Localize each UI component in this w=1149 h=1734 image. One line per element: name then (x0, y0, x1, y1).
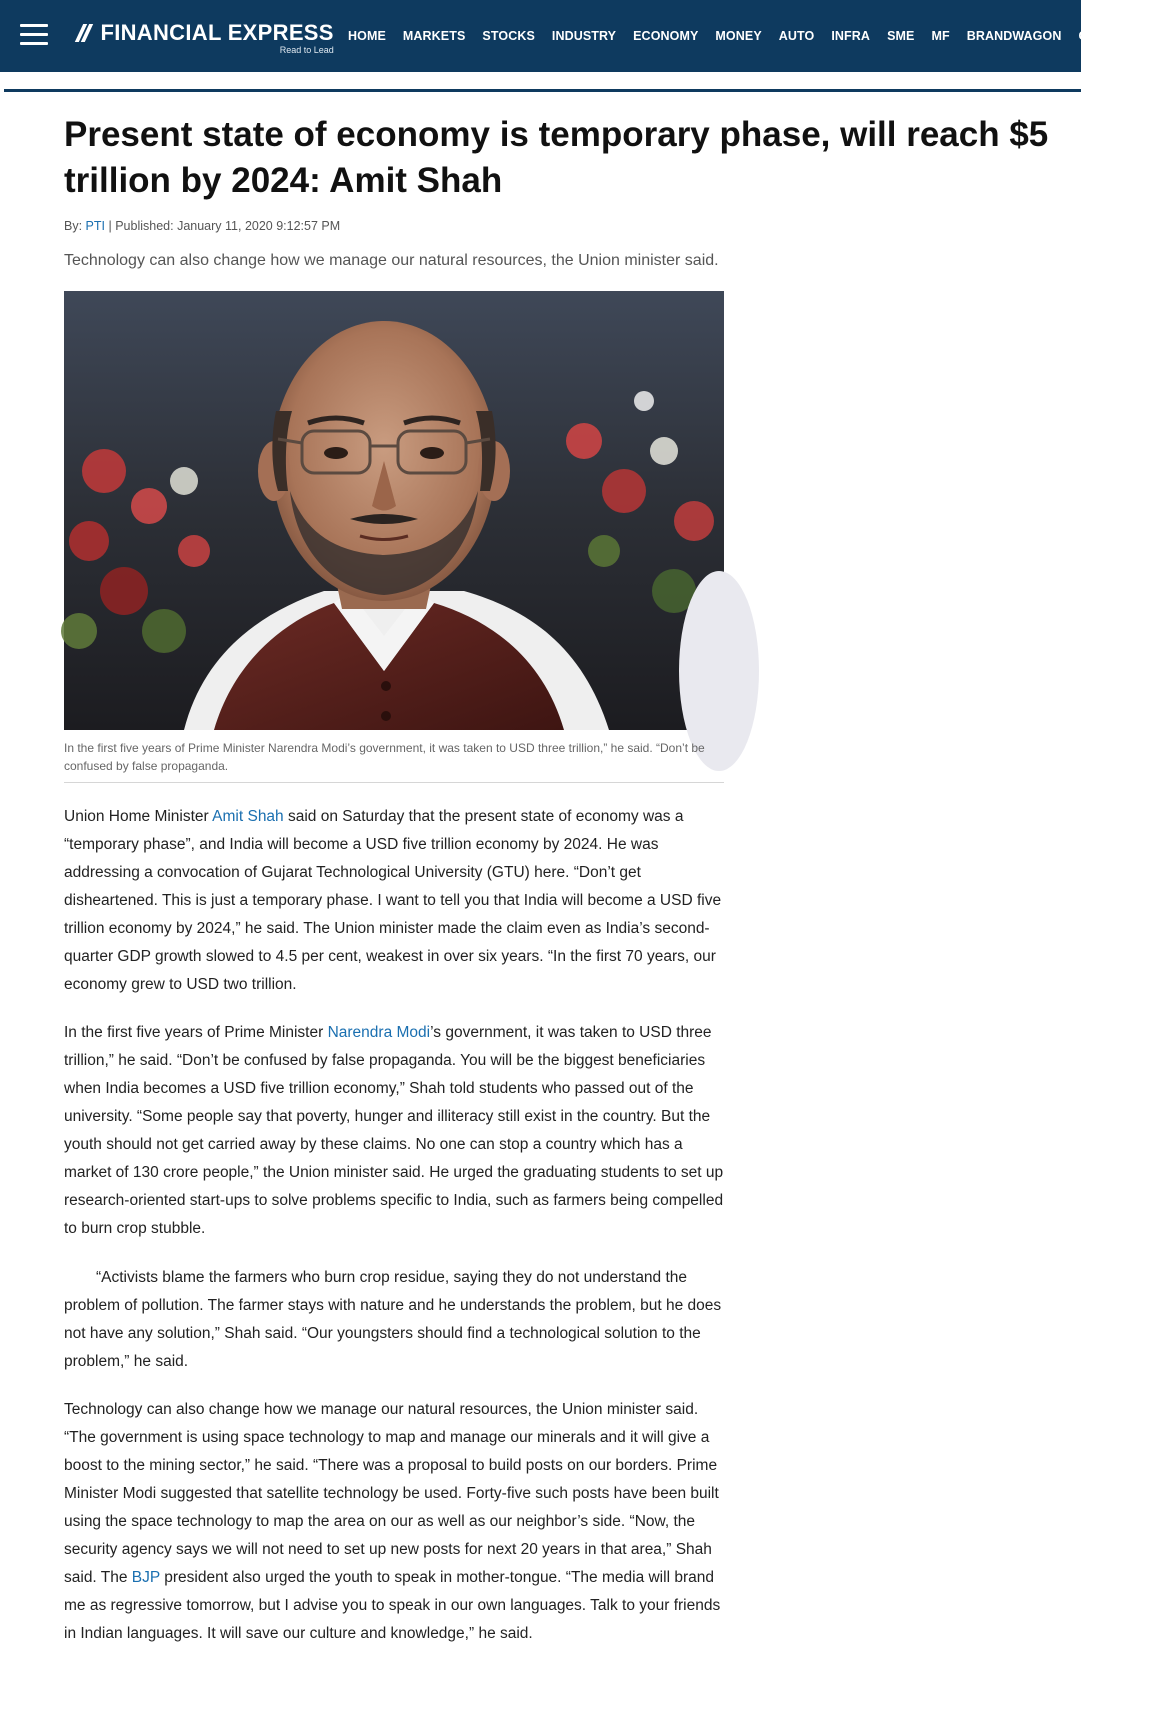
byline (64, 219, 340, 233)
image-caption: In the first five years of Prime Minister Narendra Modi’s government, it was taken to USD three trillion,” he said. “Don’t be confused by false propaganda. (64, 741, 705, 773)
byline-prefix: By: (64, 219, 83, 233)
article-paragraph-3: “Activists blame the farmers who burn crop residue, saying they do not understand the problem of pollution. The farmer stays with nature and he understands the problem, but he does not have any solution,” Shah said. “Our youngsters should find a technological solution to the problem,” he said. (64, 1269, 722, 1370)
brand-name: FINANCIAL EXPRESS (100, 20, 334, 45)
logo-mark-icon (76, 24, 92, 42)
link-bjp[interactable]: BJP (131, 1569, 160, 1586)
caption-divider (64, 782, 724, 783)
link-amit-shah[interactable]: Amit Shah (212, 808, 284, 825)
nav-stocks[interactable]: STOCKS (482, 29, 535, 43)
nav-industry[interactable]: INDUSTRY (551, 29, 617, 43)
p1-text-b: said on Saturday that the present state of economy was a “temporary phase”, and India will become a USD five trillion economy by 2024. He was addressing a convocation of Gujarat Technological University (GTU) here. “Don’t get disheartened. This is just a temporary phase. I want to tell you that India will become a USD five trillion economy by 2024,” he said. The Union minister made the claim even as India’s second-quarter GDP growth slowed to 4.5 per cent, weakest in over six years. “In the first 70 years, our economy grew to USD two trillion. (64, 808, 722, 993)
nav-auto[interactable]: AUTO (778, 29, 815, 43)
header-divider (4, 89, 1081, 92)
nav-opinion[interactable]: OPINION (1078, 29, 1132, 43)
headline-line-1: Present state of economy is temporary phase, will reach $5 (64, 115, 1049, 154)
nav-brandwagon[interactable]: BRANDWAGON (966, 29, 1062, 43)
menu-icon[interactable] (20, 24, 48, 46)
article-paragraph-1 (64, 803, 728, 999)
p4-text-a: Technology can also change how we manage our natural resources, the Union minister said. “The government is using space technology to map and manage our minerals and it will give a boost to the mining sector,” he said. “There was a proposal to build posts on our borders. Prime Minister Modi suggested that satellite technology be used. Forty-five such posts have been built using the space technology to map the area on our as well as our neighbor’s side. “Now, the security agency says we will not need to set up new posts for next 20 years in that area,” Shah said. The (64, 1401, 719, 1586)
brand-tagline: Read to Lead (279, 45, 334, 55)
site-logo[interactable] (76, 20, 334, 55)
p2-text-b: ’s government, it was taken to USD three trillion,” he said. “Don’t be confused by false propaganda. You will be the biggest beneficiaries when India becomes a USD five trillion economy,” Shah told students who passed out of the university. “Some people say that poverty, hunger and illiteracy still exist in the country. But the youth should not get carried away by these claims. No one can stop a country which has a market of 130 crore people,” the Union minister said. He urged the graduating students to set up research-oriented start-ups to solve problems specific to India, such as farmers being compelled to burn crop stubble. (64, 1024, 724, 1237)
article-summary: Technology can also change how we manage our natural resources, the Union minister said. (64, 252, 719, 269)
published-date: January 11, 2020 9:12:57 PM (177, 219, 341, 233)
nav-money[interactable]: MONEY (715, 29, 762, 43)
p4-text-b: president also urged the youth to speak in mother-tongue. “The media will brand me as regressive tomorrow, but I advise you to speak in our own languages. Talk to your friends in Indian languages. It will save our culture and knowledge,” he said. (64, 1569, 721, 1642)
nav-sme[interactable]: SME (887, 29, 915, 43)
byline-separator: | (108, 219, 112, 233)
article-paragraph-4 (64, 1396, 728, 1648)
p2-text-a: In the first five years of Prime Minister (64, 1024, 328, 1041)
published-label: Published: (115, 219, 174, 233)
nav-home[interactable]: HOME (348, 29, 386, 43)
article-paragraph-2 (64, 1019, 728, 1243)
article-hero-image (64, 291, 724, 730)
author-link[interactable]: PTI (85, 219, 105, 233)
article-headline (64, 112, 1081, 204)
nav-markets[interactable]: MARKETS (402, 29, 466, 43)
top-header (0, 0, 1132, 72)
p1-text-a: Union Home Minister (64, 808, 213, 825)
link-narendra-modi[interactable]: Narendra Modi (327, 1024, 431, 1041)
nav-infra[interactable]: INFRA (831, 29, 871, 43)
nav-mf[interactable]: MF (931, 29, 950, 43)
headline-line-2: trillion by 2024: Amit Shah (64, 161, 503, 200)
nav-economy[interactable]: ECONOMY (633, 29, 699, 43)
main-nav (348, 0, 1149, 72)
